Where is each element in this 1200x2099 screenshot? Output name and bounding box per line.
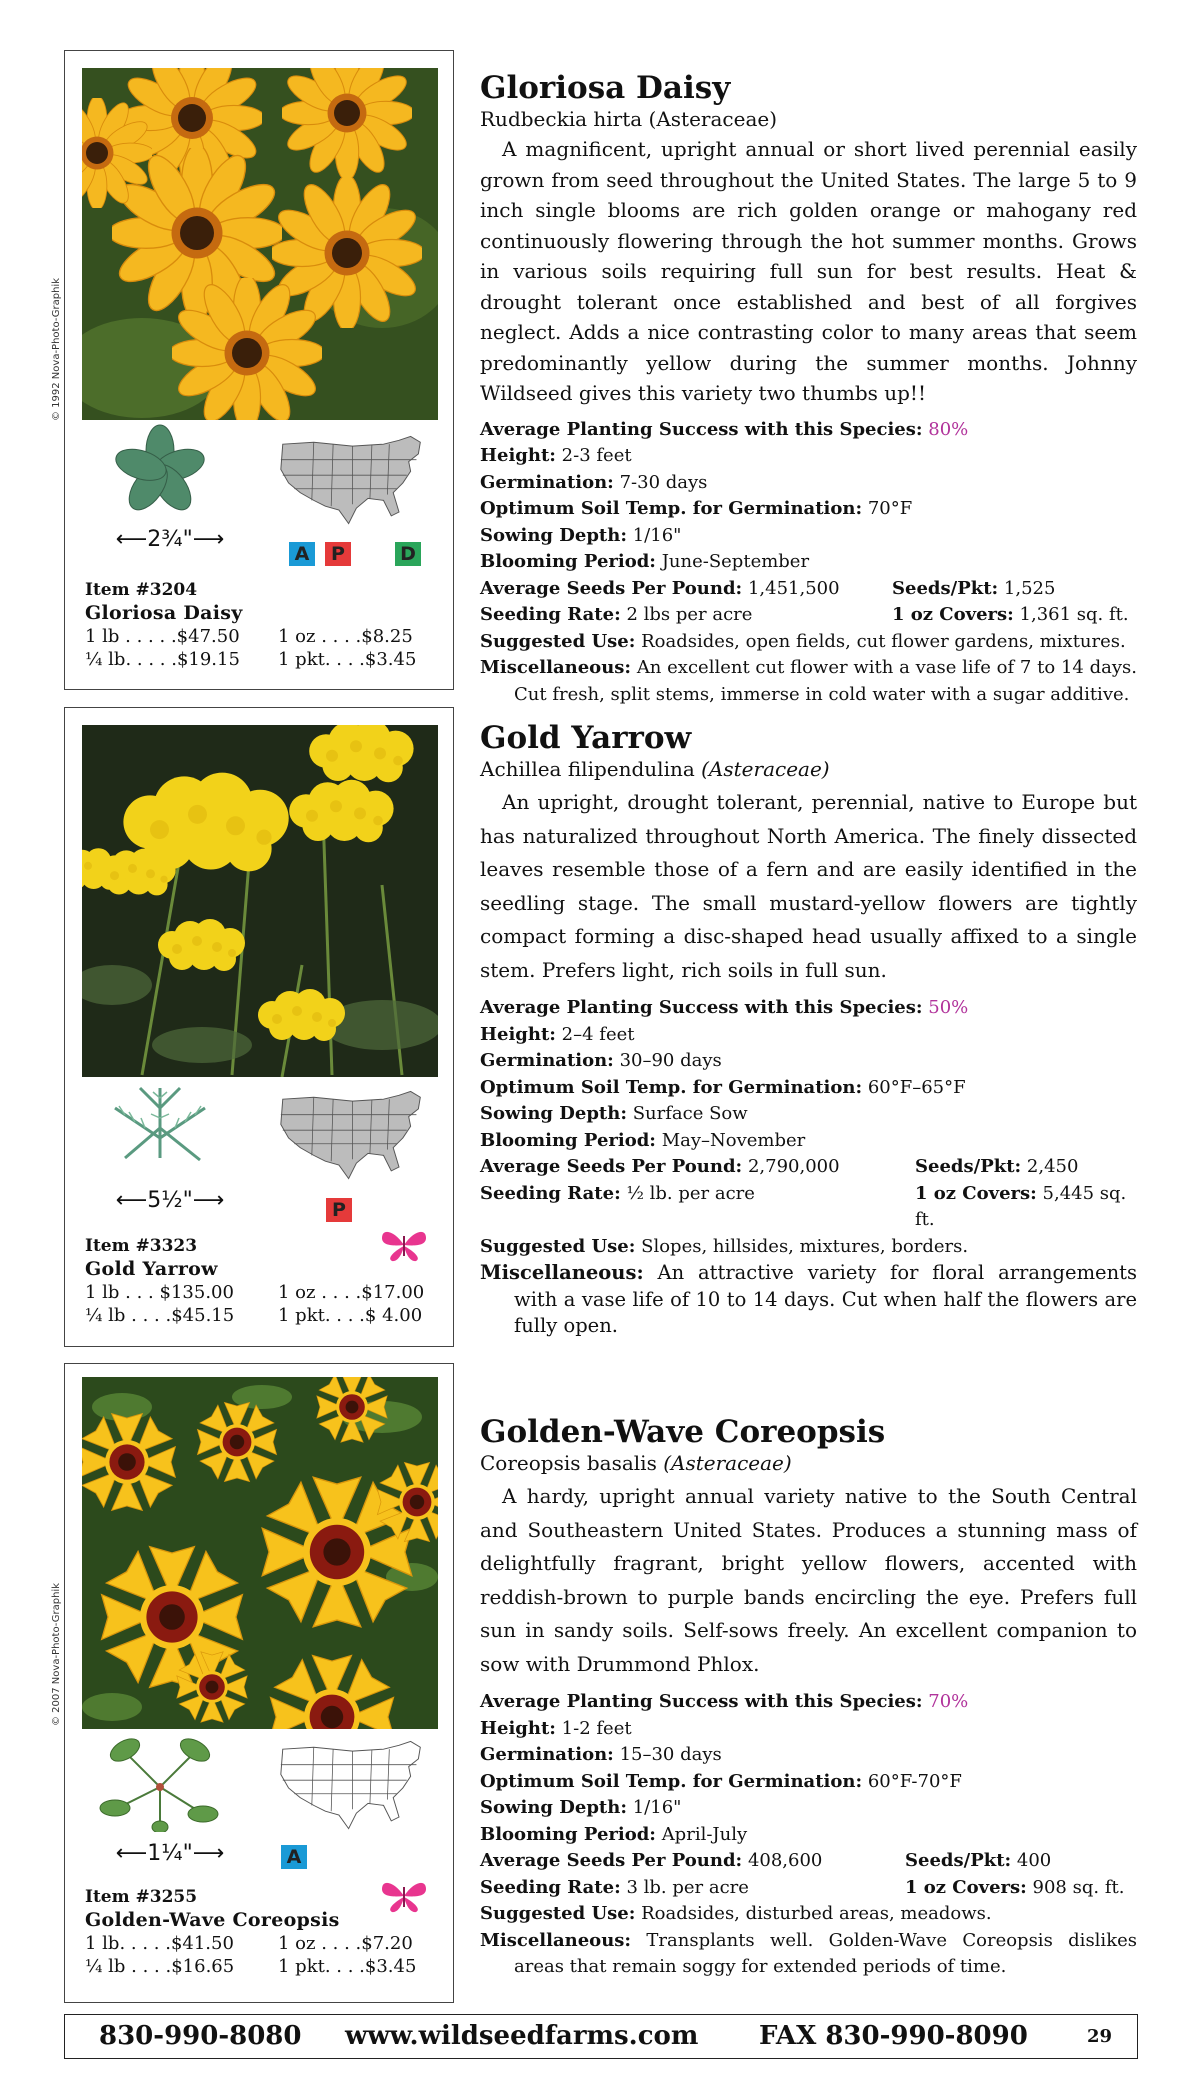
badge-perennial: P [326,1198,352,1222]
item-pricing [85,1235,443,1327]
spec-success: Average Planting Success with this Species: 50% [480,997,969,1018]
entry-gold-yarrow [480,720,1137,1340]
product-card-golden-wave-coreopsis [51,1363,454,2003]
product-card-gloriosa-daisy [51,50,454,690]
gold-yarrow-photo [82,725,438,1077]
spec-soil-temp: Optimum Soil Temp. for Germination: 60°F-70°F [480,1770,962,1792]
item-pricing [85,579,443,671]
badge-drought: D [395,542,421,566]
spec-sowing-depth: Sowing Depth: 1/16" [480,524,682,546]
seedling-illustration [85,421,235,521]
spec-success: Average Planting Success with this Species: 80% [480,418,969,440]
spec-soil-temp: Optimum Soil Temp. for Germination: 60°F–65°F [480,1076,966,1098]
spec-height: Height: 1-2 feet [480,1717,632,1739]
seedling-scale: ⟵5½"⟶ [115,1188,225,1213]
badge-annual: A [289,542,315,566]
item-number: Item #3323 [85,1236,198,1256]
badge-perennial: P [325,542,351,566]
spec-germination: Germination: 15–30 days [480,1744,722,1765]
fax-number: FAX 830-990-8090 [759,2021,1028,2051]
page-number: 29 [1087,2026,1113,2047]
seedling-scale: ⟵2¾"⟶ [115,527,225,552]
price-row: 1 lb . . . . .$47.50 1 oz . . . .$8.25 [85,626,413,647]
price-row: ¼ lb . . . .$45.15 1 pkt. . . .$ 4.00 [85,1305,423,1326]
entry-description: A hardy, upright annual variety native to the South Central and Southeastern United States. Produces a stunning mass of delightfully fragrant, bright yellow flowers, accented with reddish-brown to purple bands encircling the eye. Prefers full sun in sandy soils. Self-sows freely. An excellent companion to sow with Drummond Phlox. [480,1484,1137,1676]
spec-sowing-depth: Sowing Depth: Surface Sow [480,1103,748,1124]
spec-use: Suggested Use: Slopes, hillsides, mixtures, borders. [480,1235,969,1257]
spec-misc: Miscellaneous: Transplants well. Golden-Wave Coreopsis dislikes areas that remain soggy for extended periods of time. [480,1929,1137,1977]
spec-seeds: Average Seeds Per Pound: 2,790,000 Seeds/Pkt: 2,450 [480,1156,1079,1177]
price-row: ¼ lb . . . .$16.65 1 pkt. . . .$3.45 [85,1956,417,1977]
spec-height: Height: 2–4 feet [480,1023,635,1045]
gloriosa-daisy-photo [82,68,438,420]
golden-wave-coreopsis-photo [82,1377,438,1729]
entry-description: An upright, drought tolerant, perennial, native to Europe but has naturalized throughout North America. The finely dissected leaves resemble those of a fern and are easily identified in the seedling stage. The small mustard-yellow flowers are tightly compact forming a disc-shaped head usually affixed to a single stem. Prefers light, rich soils in full sun. [480,790,1137,982]
spec-sowing-depth: Sowing Depth: 1/16" [480,1797,682,1818]
seedling-scale: ⟵1¼"⟶ [115,1841,225,1866]
entry-golden-wave-coreopsis [480,1414,1137,1981]
entry-description: A magnificent, upright annual or short lived perennial easily grown from seed throughout the United States. The large 5 to 9 inch single blooms are rich golden orange or mahogany red continuously flowering through the hot summer months. Grows in various soils requiring full sun for best results. Heat & drought tolerant once established and best of all forgives neglect. Adds a nice contrasting color to many areas that seem predominantly yellow during the summer months. Johnny Wildseed gives this variety two thumbs up!! [480,137,1137,405]
us-range-map [275,431,430,531]
price-row: 1 lb. . . . .$41.50 1 oz . . . .$7.20 [85,1933,413,1954]
spec-height: Height: 2-3 feet [480,445,632,466]
spec-seeds: Average Seeds Per Pound: 408,600 Seeds/Pkt: 400 [480,1850,1052,1871]
scientific-name: Achillea filipendulina (Asteraceae) [480,757,830,781]
badge-annual: A [281,1845,307,1869]
item-name: Gold Yarrow [85,1258,218,1280]
spec-success: Average Planting Success with this Species: 70% [480,1691,969,1712]
contact-footer [64,2014,1138,2059]
entry-title: Gloriosa Daisy [480,70,731,106]
spec-rate: Seeding Rate: ½ lb. per acre 1 oz Covers: 5,445 sq. ft. [480,1182,1127,1230]
spec-blooming: Blooming Period: May–November [480,1129,806,1151]
item-pricing [85,1886,443,1978]
website-link[interactable]: www.wildseedfarms.com [345,2021,699,2051]
item-name: Golden-Wave Coreopsis [85,1909,340,1931]
spec-seeds: Average Seeds Per Pound: 1,451,500 Seeds/Pkt: 1,525 [480,577,1056,599]
price-row: ¼ lb. . . . .$19.15 1 pkt. . . .$3.45 [85,649,417,670]
seedling-illustration [85,1732,235,1832]
item-name: Gloriosa Daisy [85,602,243,624]
entry-title: Gold Yarrow [480,720,692,756]
item-number: Item #3204 [85,580,198,600]
seedling-illustration [85,1078,235,1178]
spec-misc: Miscellaneous: An excellent cut flower with a vase life of 7 to 14 days. Cut fresh, split stems, immerse in cold water with a sugar additive. [480,657,1137,705]
entry-title: Golden-Wave Coreopsis [480,1414,886,1450]
us-range-map [275,1086,430,1186]
price-row: 1 lb . . . $135.00 1 oz . . . .$17.00 [85,1282,425,1303]
phone-number[interactable]: 830-990-8080 [99,2021,302,2051]
photo-credit: © 2007 Nova-Photo-Graphik [51,1583,62,1726]
item-number: Item #3255 [85,1887,198,1907]
scientific-name: Coreopsis basalis (Asteraceae) [480,1451,792,1475]
spec-rate: Seeding Rate: 2 lbs per acre 1 oz Covers: 1,361 sq. ft. [480,604,1129,625]
spec-blooming: Blooming Period: June-September [480,551,810,572]
product-card-gold-yarrow [64,707,454,1347]
us-range-map [275,1736,430,1836]
spec-use: Suggested Use: Roadsides, disturbed areas, meadows. [480,1903,992,1924]
photo-credit: © 1992 Nova-Photo-Graphik [51,278,62,421]
spec-rate: Seeding Rate: 3 lb. per acre 1 oz Covers: 908 sq. ft. [480,1876,1125,1898]
spec-use: Suggested Use: Roadsides, open fields, cut flower gardens, mixtures. [480,630,1126,652]
spec-germination: Germination: 30–90 days [480,1050,722,1071]
spec-misc: Miscellaneous: An attractive variety for floral arrangements with a vase life of 10 to 14 days. Cut when half the flowers are fully open. [480,1261,1138,1337]
spec-germination: Germination: 7-30 days [480,471,708,493]
spec-blooming: Blooming Period: April-July [480,1823,748,1845]
scientific-name: Rudbeckia hirta (Asteraceae) [480,107,778,131]
entry-gloriosa-daisy [480,70,1137,708]
spec-soil-temp: Optimum Soil Temp. for Germination: 70°F [480,498,913,519]
